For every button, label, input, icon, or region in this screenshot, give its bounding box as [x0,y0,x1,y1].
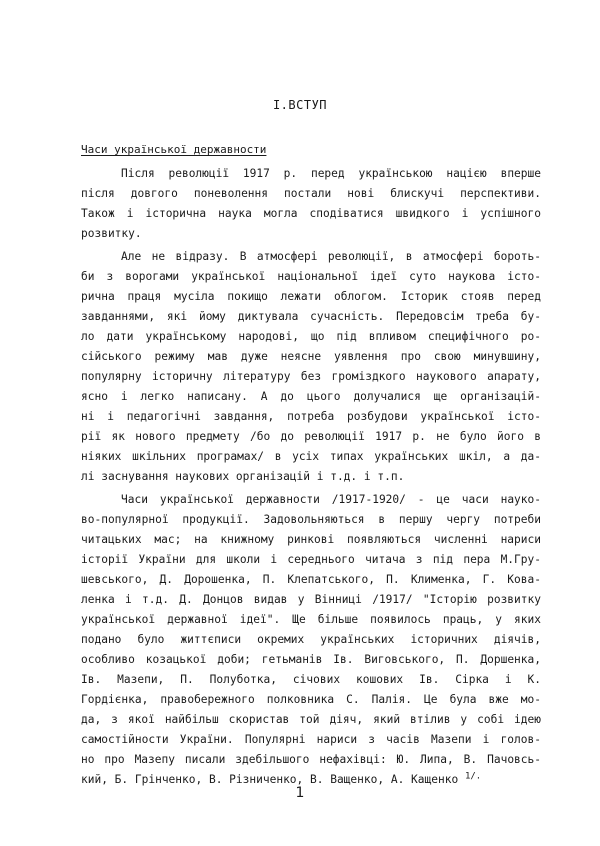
text-line: Також і історична наука могла сподіватися швидкого і успішного [81,207,541,220]
text-line: да, з якої найбільш скористав той діяч, який втілив у собі ідею [81,713,541,726]
text-line: лі заснування наукових організацій і т.д. і т.п. [81,470,405,483]
text-line: ясно і легко написану. А до цього долучалися ще організацій- [81,390,541,403]
body-text [81,164,541,793]
text-line: сійського режиму мав дуже неясне уявлення про свою минувшину, [81,350,541,363]
text-line: української державної ідеї". Ще більше появилось праць, у яких [81,613,541,626]
text-line: ленка і т.д. Д. Донцов видав у Вінниці /1917/ "Історію розвитку [81,593,541,606]
text-line: Ів. Мазепи, П. Полуботка, січових кошових Ів. Сірка і К. [81,673,541,686]
page-number: 1 [295,785,305,801]
text-line: ло дати українському народові, що під впливом специфічного ро- [81,330,541,343]
text-line: завданнями, які йому диктувала сучасність. Передовсім треба бу- [81,310,541,323]
text-line: подано було життєписи окремих українських історичних діячів, [81,633,541,646]
text-line: Гордієнка, правобережного полковника С. Палія. Це була вже мо- [81,693,541,706]
text-line: Часи української державности /1917-1920/ - це часи науко- [121,493,541,506]
text-line: Після революції 1917 р. перед українською нацією вперше [121,167,541,180]
paragraph-1 [81,164,541,244]
section-heading: Часи української державности [81,143,267,156]
text-line: після довгого поневолення постали нові блискучі перспективи. [81,187,541,200]
text-line: популярну історичну літературу без громіздкого наукового апарату, [81,370,541,383]
text-line: ніяких шкільних програмах/ в усіх типах українських шкіл, а да- [81,450,541,463]
text-line-content: кий, Б. Грінченко, В. Різниченко, В. Ващенко, А. Кащенко [81,773,459,786]
text-line: но про Мазепу писали здебільшого нефахівці: Ю. Липа, В. Пачовсь- [81,753,541,766]
text-line: читацьких мас; на книжному ринкові появляються численні нариси [81,533,541,546]
text-line: во-популярної продукції. Задовольняються в першу чергу потреби [81,513,541,526]
text-line: особливо козацької доби; гетьманів Ів. Виговського, П. Доршенка, [81,653,541,666]
text-line: ні і педагогічні завдання, потреба розбудови української істо- [81,410,541,423]
footnote-reference[interactable]: 1/. [464,771,482,782]
text-line: би з ворогами української національної ідеї суто наукова істо- [81,270,541,283]
chapter-title: I.ВСТУП [272,98,328,112]
text-line: рична праця мусіла покищо лежати облогом. Історик стояв перед [81,290,541,303]
paragraph-3 [81,490,541,790]
text-line: Але не відразу. В атмосфері революції, в атмосфері бороть- [121,250,541,263]
text-line: шевського, Д. Дорошенка, П. Клепатського, П. Клименка, Г. Кова- [81,573,541,586]
text-line: самостійности України. Популярні нариси з часів Мазепи і голов- [81,733,541,746]
text-line: історії України для школи і середнього читача з під пера М.Гру- [81,553,541,566]
paragraph-2 [81,247,541,487]
text-line: рії як нового предмету /бо до революції 1917 р. не було його в [81,430,541,443]
text-line: розвитку. [81,227,142,240]
